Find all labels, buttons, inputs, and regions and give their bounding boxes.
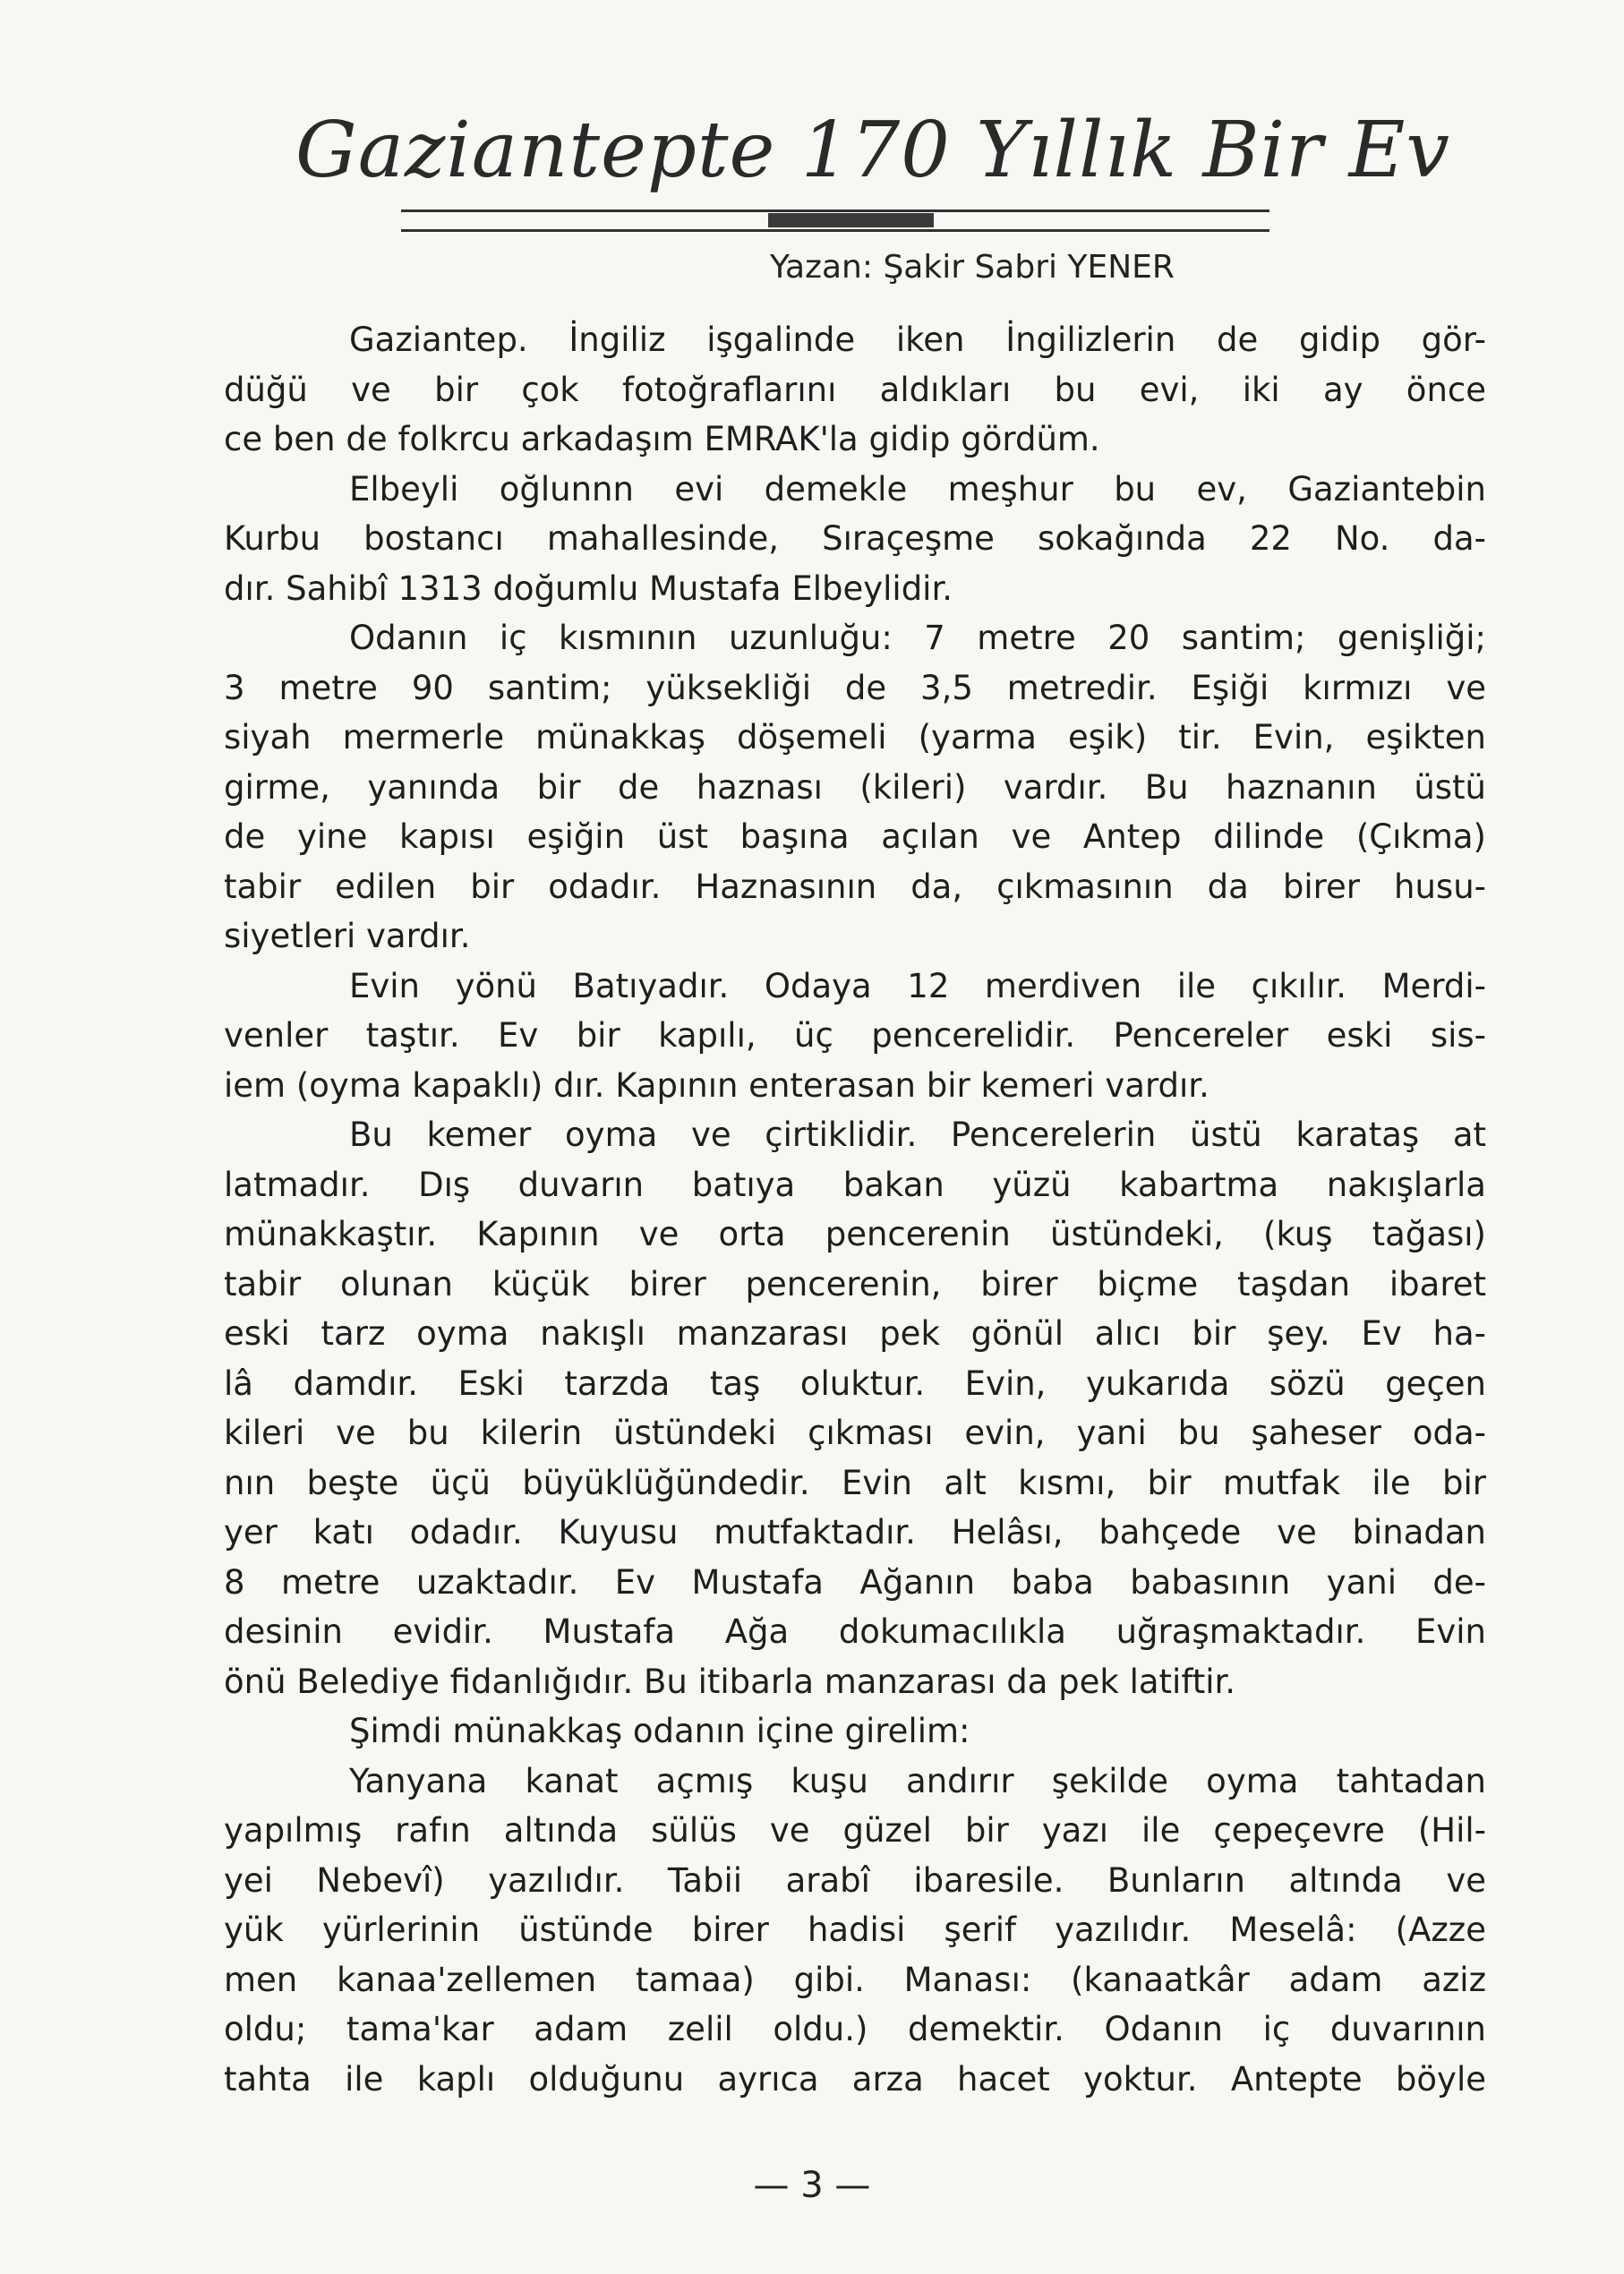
text-line: dır. Sahibî 1313 doğumlu Mustafa Elbeylidir. (224, 568, 953, 608)
divider-line-top (401, 209, 1269, 212)
text-line: venler taştır. Ev bir kapılı, üç pencerelidir. Pencereler eski sis- (224, 1016, 1486, 1055)
article-title: Gaziantepte 170 Yıllık Bir Ev (295, 106, 1450, 195)
text-line: Yanyana kanat açmış kuşu andırır şekilde oyma tahtadan (349, 1761, 1486, 1800)
text-line: siyah mermerle münakkaş döşemeli (yarma eşik) tir. Evin, eşikten (224, 718, 1486, 757)
text-line: tabir olunan küçük birer pencerenin, birer biçme taşdan ibaret (224, 1264, 1486, 1304)
text-line: tabir edilen bir odadır. Haznasının da, çıkmasının da birer husu- (224, 867, 1486, 906)
text-line: men kanaa'zellemen tamaa) gibi. Manası: (kanaatkâr adam aziz (224, 1960, 1486, 1999)
text-line: oldu; tama'kar adam zelil oldu.) demektir. Odanın iç duvarının (224, 2010, 1486, 2048)
text-line: Kurbu bostancı mahallesinde, Sıraçeşme sokağında 22 No. da- (224, 519, 1486, 558)
article-body (224, 315, 1486, 2104)
text-line: yük yürlerinin üstünde birer hadisi şerif yazılıdır. Meselâ: (Azze (224, 1911, 1486, 1949)
text-line: münakkaştır. Kapının ve orta pencerenin üstündeki, (kuş tağası) (224, 1215, 1486, 1253)
text-line: önü Belediye fidanlığıdır. Bu itibarla manzarası da pek latiftir. (224, 1662, 1236, 1701)
text-line: 3 metre 90 santim; yüksekliği de 3,5 metredir. Eşiği kırmızı ve (224, 668, 1486, 707)
text-line: de yine kapısı eşiğin üst başına açılan ve Antep dilinde (Çıkma) (224, 817, 1486, 856)
text-line: lâ damdır. Eski tarzda taş oluktur. Evin, yukarıda sözü geçen (224, 1364, 1486, 1403)
text-line: ce ben de folkrcu arkadaşım EMRAK'la gidip gördüm. (224, 420, 1100, 458)
text-line: eski tarz oyma nakışlı manzarası pek gönül alıcı bir şey. Ev ha- (224, 1314, 1486, 1353)
text-line: girme, yanında bir de haznası (kileri) vardır. Bu haznanın üstü (224, 767, 1486, 807)
text-line: latmadır. Dış duvarın batıya bakan yüzü kabartma nakışlarla (224, 1165, 1486, 1204)
text-line: Gaziantep. İngiliz işgalinde iken İngilizlerin de gidip gör- (349, 321, 1486, 359)
text-line: Bu kemer oyma ve çirtiklidir. Pencerelerin üstü karataş at (349, 1116, 1486, 1154)
text-line: 8 metre uzaktadır. Ev Mustafa Ağanın baba babasının yani de- (224, 1562, 1486, 1602)
text-line: siyetleri vardır. (224, 917, 471, 955)
title-divider (401, 208, 1269, 236)
text-line: Evin yönü Batıyadır. Odaya 12 merdiven ile çıkılır. Merdi- (349, 966, 1486, 1005)
text-line: Elbeyli oğlunnn evi demekle meşhur bu ev, Gaziantebin (349, 469, 1486, 509)
text-line: yapılmış rafın altında sülüs ve güzel bir yazı ile çepeçevre (Hil- (224, 1811, 1486, 1850)
divider-ornament (768, 213, 934, 227)
text-line: Şimdi münakkaş odanın içine girelim: (349, 1712, 970, 1750)
page-number: — 3 — (753, 2165, 871, 2206)
text-line: nın beşte üçü büyüklüğündedir. Evin alt kısmı, bir mutfak ile bir (224, 1463, 1486, 1502)
text-line: Odanın iç kısmının uzunluğu: 7 metre 20 santim; genişliği; (349, 619, 1486, 657)
text-line: yei Nebevî) yazılıdır. Tabii arabî ibaresile. Bunların altında ve (224, 1860, 1486, 1900)
text-line: desinin evidir. Mustafa Ağa dokumacılıkla uğraşmaktadır. Evin (224, 1612, 1486, 1651)
author-byline: Yazan: Şakir Sabri YENER (770, 249, 1175, 286)
text-line: yer katı odadır. Kuyusu mutfaktadır. Helâsı, bahçede ve binadan (224, 1513, 1486, 1552)
text-line: kileri ve bu kilerin üstündeki çıkması evin, yani bu şaheser oda- (224, 1414, 1486, 1452)
divider-line-bottom (401, 229, 1269, 232)
text-line: tahta ile kaplı olduğunu ayrıca arza hacet yoktur. Antepte böyle (224, 2059, 1486, 2099)
text-line: düğü ve bir çok fotoğraflarını aldıkları bu evi, iki ay önce (224, 370, 1486, 409)
text-line: iem (oyma kapaklı) dır. Kapının enterasan bir kemeri vardır. (224, 1065, 1209, 1105)
